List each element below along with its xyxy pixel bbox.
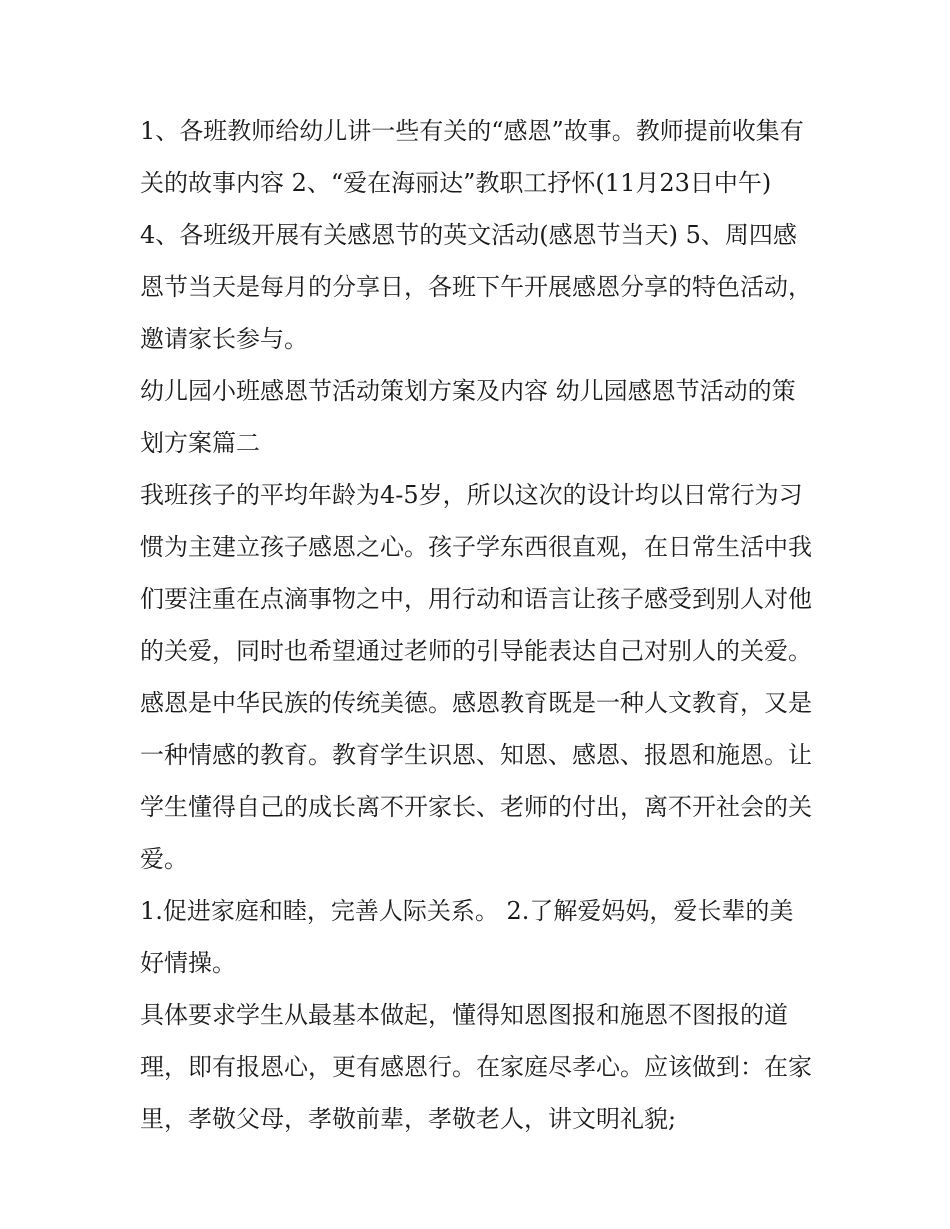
paragraph-requirements: 具体要求学生从最基本做起，懂得知恩图报和施恩不图报的道理，即有报恩心，更有感恩行。在家庭尽孝心。应该做到：在家里，孝敬父母，孝敬前辈，孝敬老人，讲文明礼貌; (140, 1001, 812, 1133)
section-heading: 幼儿园小班感恩节活动策划方案及内容 幼儿园感恩节活动的策划方案篇二 (140, 377, 796, 457)
paragraph-class-intro: 我班孩子的平均年龄为4-5岁，所以这次的设计均以日常行为习惯为主建立孩子感恩之心。孩子学东西很直观，在日常生活中我们要注重在点滴事物之中，用行动和语言让孩子感受到别人对他的关爱，同时也希望通过老师的引导能表达自己对别人的关爱。感恩是中华民族的传统美德。感恩教育既是一种人文教育，又是一种情感的教育。教育学生识恩、知恩、感恩、报恩和施恩。让学生懂得自己的成长离不开家长、老师的付出，离不开社会的关爱。 (140, 481, 812, 873)
document-body (140, 105, 812, 1145)
paragraph-goals: 1.促进家庭和睦，完善人际关系。 2.了解爱妈妈，爱长辈的美好情操。 (140, 897, 794, 977)
paragraph-activities: 1、各班教师给幼儿讲一些有关的“感恩”故事。教师提前收集有关的故事内容 2、“爱在海丽达”教职工抒怀(11月23日中午) 4、各班级开展有关感恩节的英文活动(感恩节当天) 5、周四感恩节当天是每月的分享日，各班下午开展感恩分享的特色活动，邀请家长参与。 (140, 117, 812, 353)
